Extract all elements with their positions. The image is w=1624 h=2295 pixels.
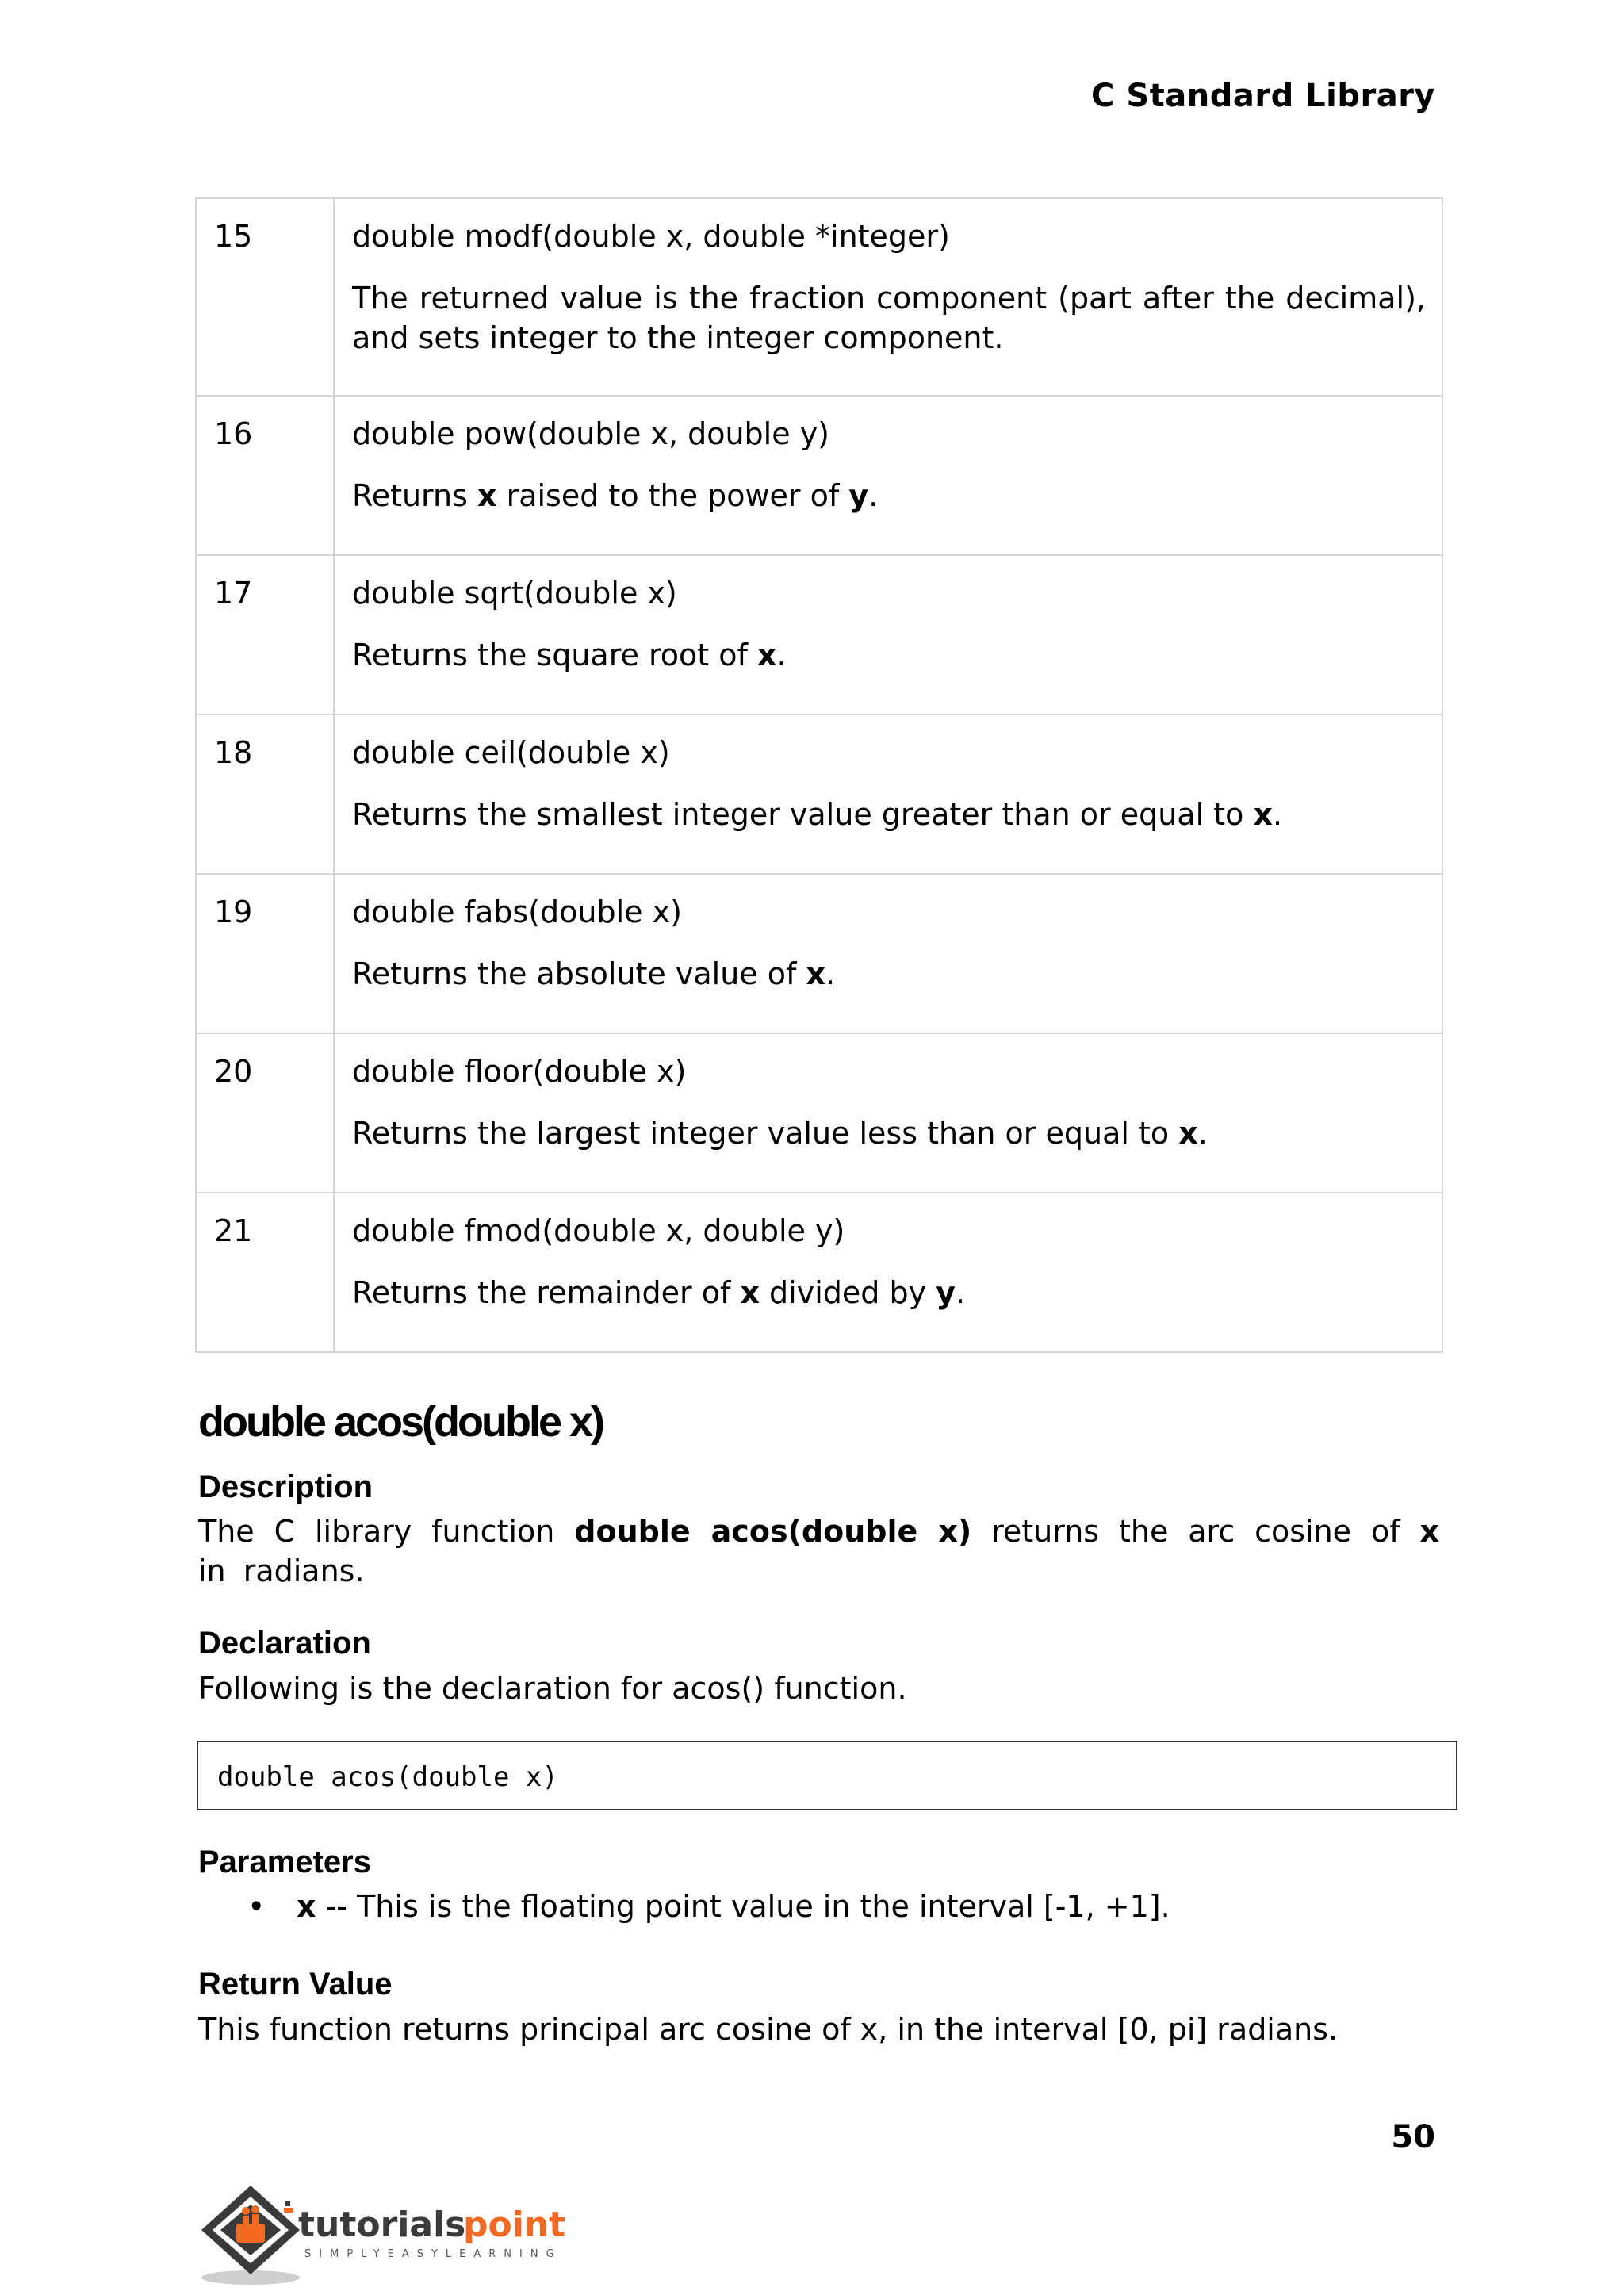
row-number: 19	[196, 874, 334, 1033]
table-row	[196, 396, 1442, 555]
function-signature: double ceil(double x)	[352, 735, 670, 770]
function-description: Returns the remainder of x divided by y.	[352, 1275, 966, 1310]
description-heading: Description	[198, 1469, 373, 1504]
function-description: The returned value is the fraction component (part after the decimal), and sets integer to the integer component.	[352, 281, 1426, 355]
table-row	[196, 1033, 1442, 1193]
header-title: C Standard Library	[1091, 78, 1435, 114]
function-description: Returns the smallest integer value greater than or equal to x.	[352, 797, 1283, 832]
declaration-heading: Declaration	[198, 1626, 371, 1661]
section-title: double acos(double x)	[198, 1398, 603, 1446]
svg-text:SIMPLYEASYLEARNING: SIMPLYEASYLEARNING	[304, 2248, 562, 2260]
bullet-icon: •	[247, 1889, 266, 1924]
parameter-text: x -- This is the floating point value in the interval [-1, +1].	[297, 1889, 1170, 1924]
table-row	[196, 555, 1442, 715]
function-signature: double modf(double x, double *integer)	[352, 219, 950, 254]
return-value-heading: Return Value	[198, 1967, 393, 2002]
function-description: Returns the absolute value of x.	[352, 956, 836, 991]
logo-graphic	[195, 2179, 576, 2290]
row-number: 16	[196, 396, 334, 555]
row-body	[334, 1193, 1442, 1352]
svg-text:point: point	[463, 2205, 566, 2245]
row-body	[334, 555, 1442, 715]
table-row	[196, 715, 1442, 874]
row-number: 21	[196, 1193, 334, 1352]
svg-text:tutorials: tutorials	[298, 2205, 466, 2245]
row-number: 17	[196, 555, 334, 715]
tutorialspoint-logo	[195, 2179, 576, 2290]
row-number: 18	[196, 715, 334, 874]
function-description: Returns x raised to the power of y.	[352, 478, 879, 513]
return-value-text: This function returns principal arc cosine of x, in the interval [0, pi] radians.	[198, 2012, 1339, 2047]
functions-table	[195, 197, 1443, 1353]
function-signature: double fabs(double x)	[352, 895, 682, 929]
function-signature: double sqrt(double x)	[352, 576, 677, 611]
function-signature: double pow(double x, double y)	[352, 416, 830, 451]
function-signature: double fmod(double x, double y)	[352, 1213, 845, 1248]
parameters-heading: Parameters	[198, 1845, 371, 1879]
row-body	[334, 396, 1442, 555]
row-body	[334, 198, 1442, 396]
page-number: 50	[1391, 2119, 1435, 2155]
row-body	[334, 874, 1442, 1033]
row-number: 15	[196, 198, 334, 396]
row-body	[334, 1033, 1442, 1193]
function-description: Returns the square root of x.	[352, 638, 787, 672]
description-text: The C library function double acos(double x) returns the arc cosine of x in radians.	[198, 1514, 1439, 1588]
declaration-text: Following is the declaration for acos() function.	[198, 1671, 907, 1706]
function-signature: double floor(double x)	[352, 1054, 687, 1089]
code-block: double acos(double x)	[197, 1741, 1457, 1810]
row-number: 20	[196, 1033, 334, 1193]
row-body	[334, 715, 1442, 874]
table-row	[196, 198, 1442, 396]
table-row	[196, 1193, 1442, 1352]
table-row	[196, 874, 1442, 1033]
function-description: Returns the largest integer value less than or equal to x.	[352, 1116, 1208, 1151]
